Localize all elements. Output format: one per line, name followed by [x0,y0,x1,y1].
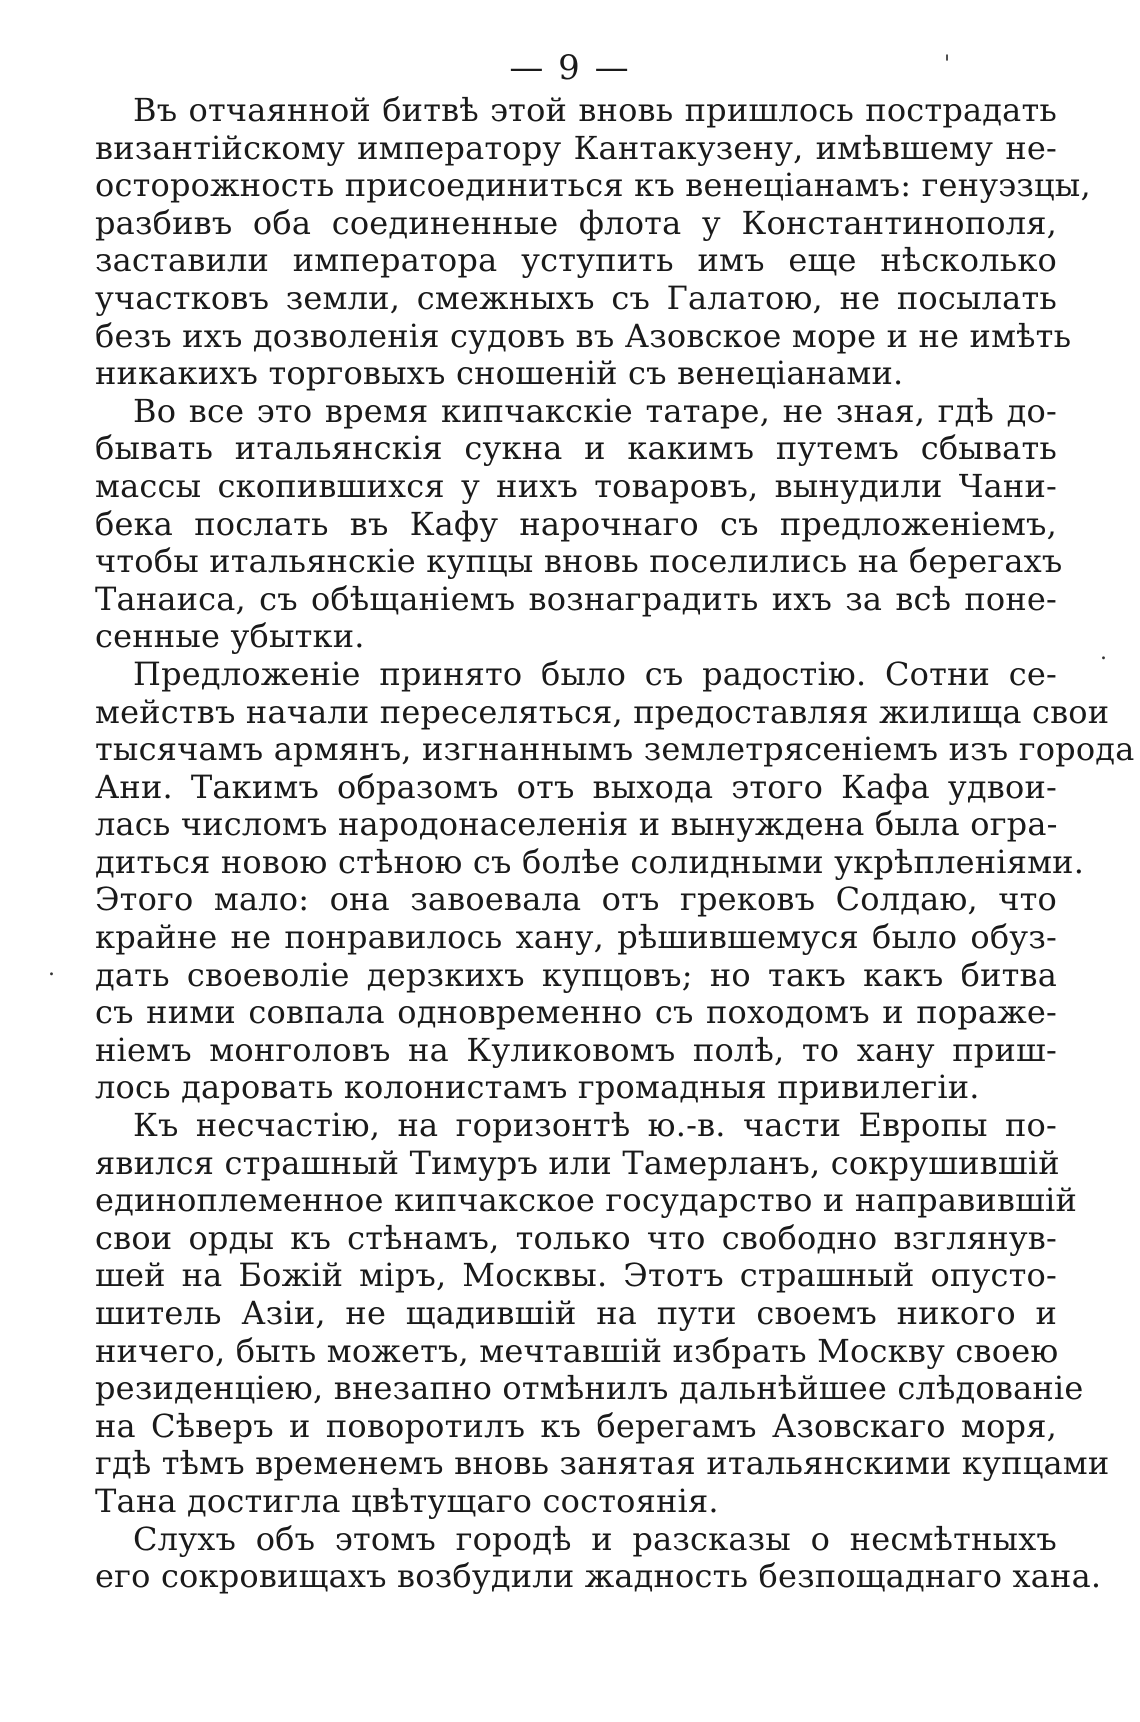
text-line: явился страшный Тимуръ или Тамерланъ, сокрушившiй [95,1143,1060,1182]
text-line: безъ ихъ дозволенiя судовъ въ Азовское море и не имѣть [95,316,1072,355]
text-line: ничего, быть можетъ, мечтавшiй избрать Москву своею [95,1331,1059,1370]
text-line: лась числомъ народонаселенiя и вынуждена была огра- [95,805,1058,844]
text-line: бывать итальянскiя сукна и какимъ путемъ сбывать [95,429,1057,468]
text-line: Къ несчастiю, на горизонтѣ ю.-в. части Европы по- [133,1106,1057,1145]
text-line: массы скопившихся у нихъ товаровъ, вынудили Чани- [95,466,1057,505]
paragraph [95,1106,1110,1521]
text-line: заставили императора уступить имъ еще нѣсколько [95,241,1057,280]
paragraph [95,654,1135,1107]
text-line: Предложенiе принято было съ радостiю. Сотни се- [133,654,1057,693]
text-line: гдѣ тѣмъ временемъ вновь занятая итальянскими купцами [95,1444,1110,1483]
text-line: съ ними совпала одновременно съ походомъ и пораже- [95,993,1057,1032]
text-line: шей на Божiй мiръ, Москвы. Этотъ страшный опусто- [95,1256,1057,1295]
text-line: Во все это время кипчакскiе татаре, не зная, гдѣ до- [133,391,1057,430]
text-body [95,91,1135,1596]
text-line: Танаиса, съ обѣщанiемъ вознаградить ихъ за всѣ поне- [95,579,1057,618]
text-line: Ани. Такимъ образомъ отъ выхода этого Кафа удвои- [95,767,1057,806]
text-line: на Сѣверъ и поворотилъ къ берегамъ Азовскаго моря, [95,1406,1057,1445]
text-line: бека послать въ Кафу нарочнаго съ предложенiемъ, [95,504,1057,543]
paragraph [95,91,1091,393]
text-line: чтобы итальянскiе купцы вновь поселились на берегахъ [95,542,1063,581]
margin-mark: . [1100,640,1107,665]
text-line: крайне не понравилось хану, рѣшившемуся было обуз- [95,918,1057,957]
text-line: дать своеволiе дерзкихъ купцовъ; но такъ какъ битва [95,955,1057,994]
text-line: лось даровать колонистамъ громадныя привилегiи. [95,1068,980,1107]
text-line: Въ отчаянной битвѣ этой вновь пришлось пострадать [133,91,1057,129]
text-line: осторожность присоединиться къ венецiанамъ: генуэзцы, [95,166,1091,205]
text-line: Тана достигла цвѣтущаго состоянiя. [95,1481,719,1520]
paragraph [95,1519,1102,1596]
margin-mark: . [48,956,55,981]
text-line: Слухъ объ этомъ городѣ и разсказы о несмѣтныхъ [133,1519,1057,1558]
text-line: резиденцiею, внезапно отмѣнилъ дальнѣйшее слѣдованiе [95,1369,1084,1408]
text-line: мействъ начали переселяться, предоставляя жилища свои [95,692,1110,731]
text-line: свои орды къ стѣнамъ, только что свободно взглянув- [95,1218,1057,1257]
text-line: нiемъ монголовъ на Куликовомъ полѣ, то хану приш- [95,1030,1057,1069]
text-line: Этого мало: она завоевала отъ грековъ Солдаю, что [95,880,1057,919]
text-line: диться новою стѣною съ болѣе солидными укрѣпленiями. [95,842,1085,881]
text-line: его сокровищахъ возбудили жадность безпощаднаго хана. [95,1557,1102,1596]
text-line: сенные убытки. [95,617,365,656]
text-line: шитель Азiи, не щадившiй на пути своемъ никого и [95,1294,1057,1332]
margin-mark: ' [944,52,951,77]
text-line: никакихъ торговыхъ сношенiй съ венецiанами. [95,354,904,393]
page-number: — 9 — [509,48,631,88]
text-line: византiйскому императору Кантакузену, имѣвшему не- [95,128,1057,167]
text-line: единоплеменное кипчакское государство и направившiй [95,1181,1077,1220]
text-line: участковъ земли, смежныхъ съ Галатою, не посылать [95,278,1057,317]
text-line: тысячамъ армянъ, изгнаннымъ землетрясенiемъ изъ города [95,730,1135,769]
paragraph [95,391,1063,656]
text-line: разбивъ оба соединенные флота у Константинополя, [95,203,1057,242]
